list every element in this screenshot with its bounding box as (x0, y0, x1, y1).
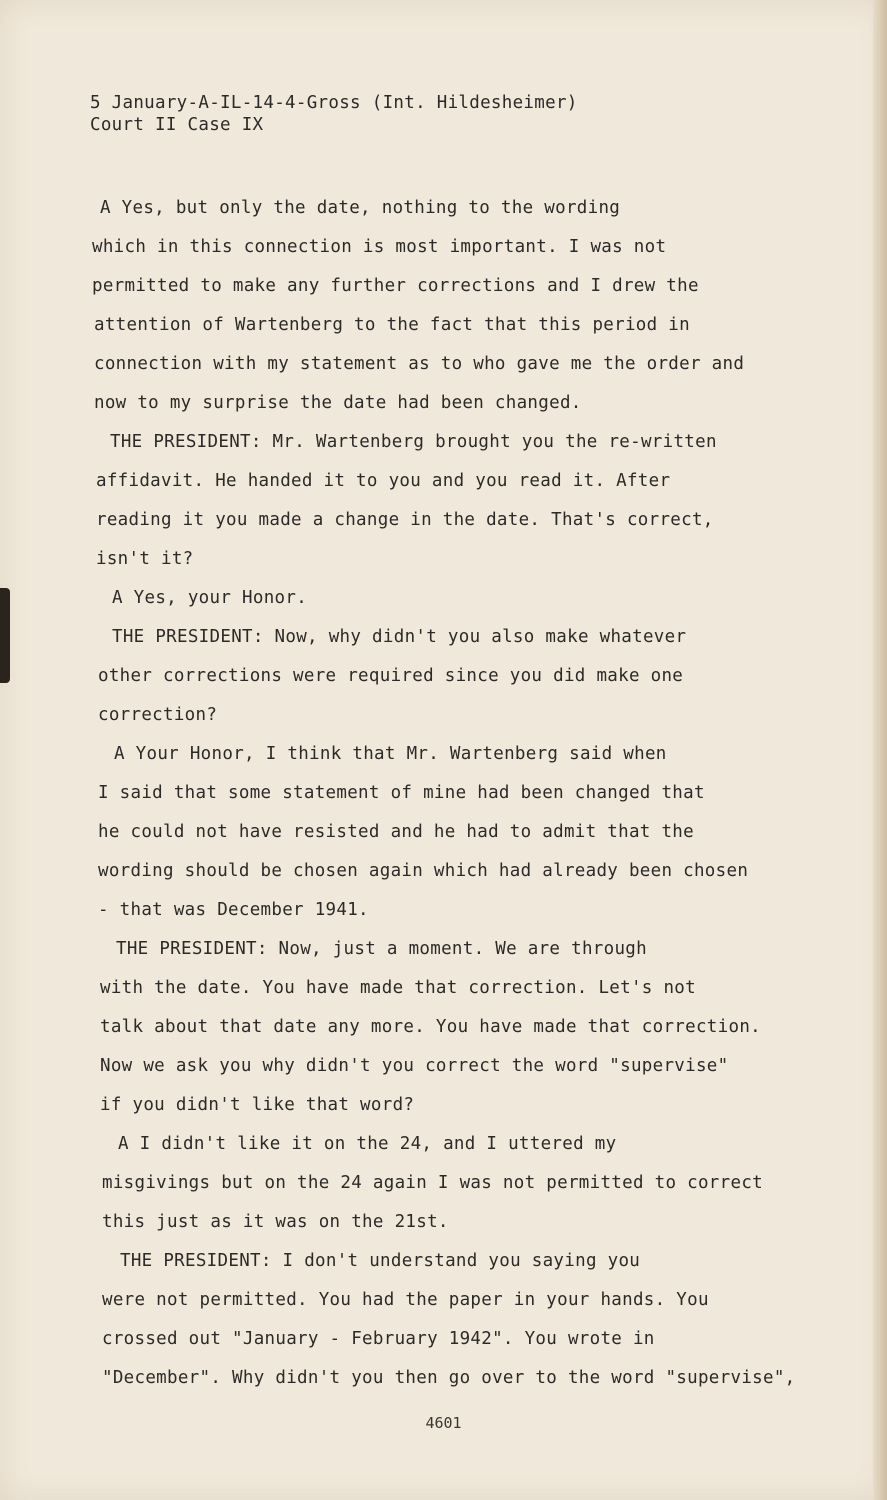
body-line: with the date. You have made that correction. Let's not (100, 978, 696, 998)
body-line: reading it you made a change in the date. That's correct, (96, 510, 714, 530)
body-line: attention of Wartenberg to the fact that this period in (94, 315, 690, 335)
body-line: talk about that date any more. You have made that correction. (100, 1017, 761, 1037)
body-line: A Yes, your Honor. (112, 588, 308, 608)
binding-tab (0, 588, 10, 683)
page-edge-shadow (873, 0, 887, 1500)
body-line: A Your Honor, I think that Mr. Wartenberg said when (114, 744, 667, 764)
body-line: now to my surprise the date had been changed. (94, 393, 582, 413)
body-line: affidavit. He handed it to you and you read it. After (96, 471, 671, 491)
body-line: were not permitted. You had the paper in your hands. You (102, 1290, 709, 1310)
body-line: Now we ask you why didn't you correct the word "supervise" (100, 1056, 729, 1076)
body-line: A I didn't like it on the 24, and I uttered my (118, 1134, 617, 1154)
header-line-1: 5 January-A-IL-14-4-Gross (Int. Hildesheimer) (90, 93, 578, 113)
body-line: he could not have resisted and he had to admit that the (98, 822, 694, 842)
page-number: 4601 (425, 1414, 462, 1432)
body-line: correction? (98, 705, 218, 725)
body-line: THE PRESIDENT: Mr. Wartenberg brought you the re-written (110, 432, 717, 452)
body-line: other corrections were required since you did make one (98, 666, 684, 686)
body-line: misgivings but on the 24 again I was not permitted to correct (102, 1173, 763, 1193)
body-line: connection with my statement as to who gave me the order and (94, 354, 745, 374)
body-line: THE PRESIDENT: Now, why didn't you also make whatever (112, 627, 687, 647)
body-line: I said that some statement of mine had been changed that (98, 783, 705, 803)
body-line: - that was December 1941. (98, 900, 369, 920)
body-line: THE PRESIDENT: I don't understand you saying you (120, 1251, 641, 1271)
body-line: "December". Why didn't you then go over to the word "supervise", (102, 1368, 796, 1388)
header-line-2: Court II Case IX (90, 115, 264, 135)
body-line: permitted to make any further corrections and I drew the (92, 276, 699, 296)
body-line: which in this connection is most important. I was not (92, 237, 667, 257)
document-header (90, 92, 578, 136)
body-line: THE PRESIDENT: Now, just a moment. We are through (116, 939, 647, 959)
body-line: if you didn't like that word? (100, 1095, 415, 1115)
body-line: wording should be chosen again which had already been chosen (98, 861, 749, 881)
body-line: A Yes, but only the date, nothing to the wording (100, 198, 621, 218)
body-line: this just as it was on the 21st. (102, 1212, 449, 1232)
body-line: isn't it? (96, 549, 194, 569)
body-line: crossed out "January - February 1942". You wrote in (102, 1329, 655, 1349)
